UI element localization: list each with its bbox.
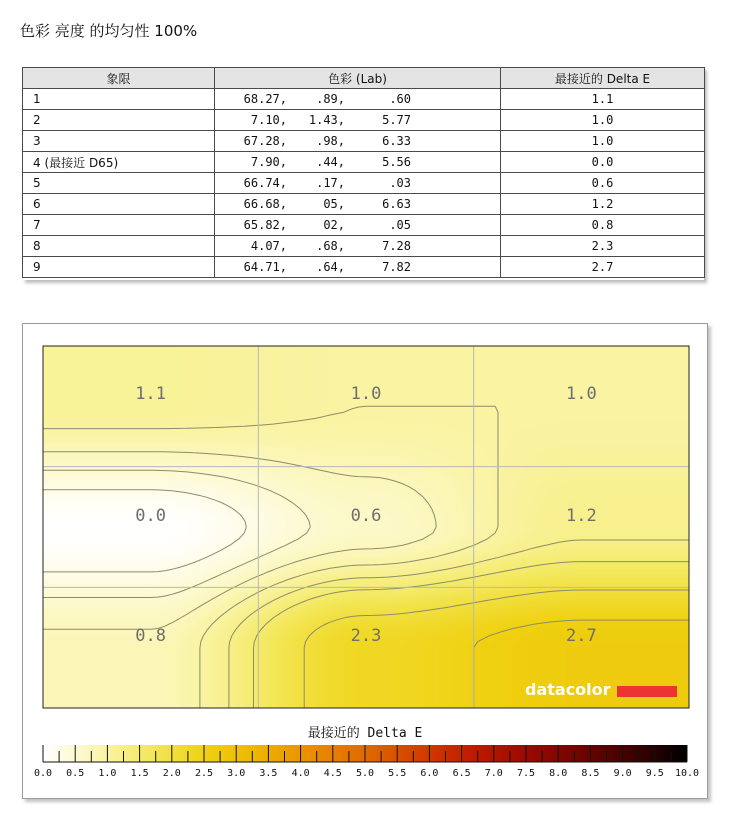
scale-tick-label: 3.5 bbox=[259, 768, 278, 779]
scale-tick-label: 5.0 bbox=[355, 768, 375, 779]
lab-l-value: 64.71, bbox=[243, 260, 287, 274]
lab-b-value: 5.77 bbox=[382, 113, 411, 127]
delta-e-value: 1.0 bbox=[501, 110, 705, 131]
cell-value-label: 1.2 bbox=[565, 506, 597, 526]
delta-e-value: 1.1 bbox=[501, 89, 705, 110]
scale-tick-label: 2.5 bbox=[194, 768, 214, 779]
lab-a-value: 02, bbox=[323, 218, 345, 232]
lab-values bbox=[215, 89, 501, 110]
quadrant-label: 6 bbox=[23, 194, 215, 215]
delta-e-value: 0.6 bbox=[501, 173, 705, 194]
lab-a-value: 1.43, bbox=[308, 113, 345, 127]
lab-l-value: 4.07, bbox=[250, 239, 287, 253]
lab-b-value: .60 bbox=[389, 92, 411, 106]
lab-values bbox=[215, 173, 501, 194]
lab-values bbox=[215, 236, 501, 257]
table-row bbox=[23, 131, 705, 152]
table-row bbox=[23, 236, 705, 257]
delta-e-value: 2.3 bbox=[501, 236, 705, 257]
table-row bbox=[23, 194, 705, 215]
lab-b-value: .05 bbox=[389, 218, 411, 232]
table-row bbox=[23, 110, 705, 131]
scale-tick-label: 0.0 bbox=[33, 768, 53, 779]
lab-l-value: 68.27, bbox=[243, 92, 287, 106]
header-quadrant: 象限 bbox=[23, 68, 215, 89]
quadrant-label: 7 bbox=[23, 215, 215, 236]
table-header-row bbox=[23, 68, 705, 89]
table-row bbox=[23, 152, 705, 173]
scale-tick-label: 3.0 bbox=[227, 768, 246, 779]
cell-value-label: 2.3 bbox=[350, 626, 382, 646]
quadrant-label: 8 bbox=[23, 236, 215, 257]
lab-a-value: .89, bbox=[316, 92, 345, 106]
scale-tick-label: 5.5 bbox=[388, 768, 407, 779]
lab-b-value: 5.56 bbox=[382, 155, 411, 169]
cell-value-label: 1.1 bbox=[135, 384, 167, 404]
scale-tick-label: 9.5 bbox=[645, 768, 664, 779]
lab-l-value: 7.10, bbox=[250, 113, 287, 127]
lab-b-value: 7.82 bbox=[382, 260, 411, 274]
delta-e-value: 0.8 bbox=[501, 215, 705, 236]
cell-value-label: 0.0 bbox=[135, 506, 167, 526]
lab-l-value: 7.90, bbox=[250, 155, 287, 169]
lab-values bbox=[215, 215, 501, 236]
table-row bbox=[23, 173, 705, 194]
cell-value-label: 1.0 bbox=[350, 384, 382, 404]
scale-tick-label: 2.0 bbox=[162, 768, 181, 779]
quadrant-label: 2 bbox=[23, 110, 215, 131]
lab-values bbox=[215, 110, 501, 131]
scale-tick-label: 7.5 bbox=[516, 768, 536, 779]
delta-e-value: 1.2 bbox=[501, 194, 705, 215]
quadrant-label: 3 bbox=[23, 131, 215, 152]
quadrant-table-container bbox=[22, 67, 704, 280]
quadrant-label: 5 bbox=[23, 173, 215, 194]
cell-value-label: 2.7 bbox=[565, 626, 597, 646]
cell-value-label: 0.8 bbox=[135, 626, 167, 646]
lab-b-value: 6.33 bbox=[382, 134, 411, 148]
lab-values bbox=[215, 131, 501, 152]
table-row bbox=[23, 257, 705, 278]
lab-a-value: .44, bbox=[316, 155, 345, 169]
lab-a-value: .17, bbox=[316, 176, 345, 190]
scale-tick-label: 6.5 bbox=[452, 768, 471, 779]
cell-value-label: 0.6 bbox=[350, 506, 382, 526]
quadrant-label: 1 bbox=[23, 89, 215, 110]
delta-e-value: 2.7 bbox=[501, 257, 705, 278]
header-lab-color: 色彩 (Lab) bbox=[215, 68, 501, 89]
lab-b-value: 7.28 bbox=[382, 239, 411, 253]
lab-a-value: .68, bbox=[316, 239, 345, 253]
lab-a-value: 05, bbox=[323, 197, 345, 211]
lab-l-value: 66.68, bbox=[243, 197, 287, 211]
scale-tick-label: 10.0 bbox=[674, 768, 700, 779]
scale-tick-label: 1.0 bbox=[98, 768, 117, 779]
scale-tick-label: 8.5 bbox=[581, 768, 600, 779]
lab-values bbox=[215, 257, 501, 278]
delta-e-value: 1.0 bbox=[501, 131, 705, 152]
scale-tick-label: 9.0 bbox=[613, 768, 632, 779]
scale-tick-label: 6.0 bbox=[420, 768, 439, 779]
scale-tick-label: 0.5 bbox=[66, 768, 85, 779]
lab-values bbox=[215, 194, 501, 215]
uniformity-chart-panel bbox=[22, 323, 708, 799]
lab-b-value: .03 bbox=[389, 176, 411, 190]
quadrant-label: 9 bbox=[23, 257, 215, 278]
quadrant-label: 4 (最接近 D65) bbox=[23, 152, 215, 173]
scale-tick-label: 4.0 bbox=[291, 768, 310, 779]
scale-tick-label: 8.0 bbox=[549, 768, 568, 779]
datacolor-logo-bar bbox=[617, 686, 677, 697]
header-delta-e: 最接近的 Delta E bbox=[501, 68, 705, 89]
delta-e-value: 0.0 bbox=[501, 152, 705, 173]
table-row bbox=[23, 215, 705, 236]
scale-tick-label: 1.5 bbox=[130, 768, 149, 779]
lab-b-value: 6.63 bbox=[382, 197, 411, 211]
cell-value-label: 1.0 bbox=[565, 384, 597, 404]
lab-l-value: 66.74, bbox=[243, 176, 287, 190]
quadrant-table bbox=[22, 67, 705, 278]
lab-values bbox=[215, 152, 501, 173]
page-title: 色彩 亮度 的均匀性 100% bbox=[20, 22, 198, 40]
scale-tick-label: 7.0 bbox=[484, 768, 503, 779]
lab-a-value: .98, bbox=[316, 134, 345, 148]
legend-title: 最接近的 Delta E bbox=[307, 726, 423, 741]
lab-l-value: 67.28, bbox=[243, 134, 287, 148]
datacolor-logo: datacolor bbox=[525, 680, 611, 699]
table-row bbox=[23, 89, 705, 110]
lab-l-value: 65.82, bbox=[243, 218, 287, 232]
lab-a-value: .64, bbox=[316, 260, 345, 274]
scale-tick-label: 4.5 bbox=[323, 768, 342, 779]
